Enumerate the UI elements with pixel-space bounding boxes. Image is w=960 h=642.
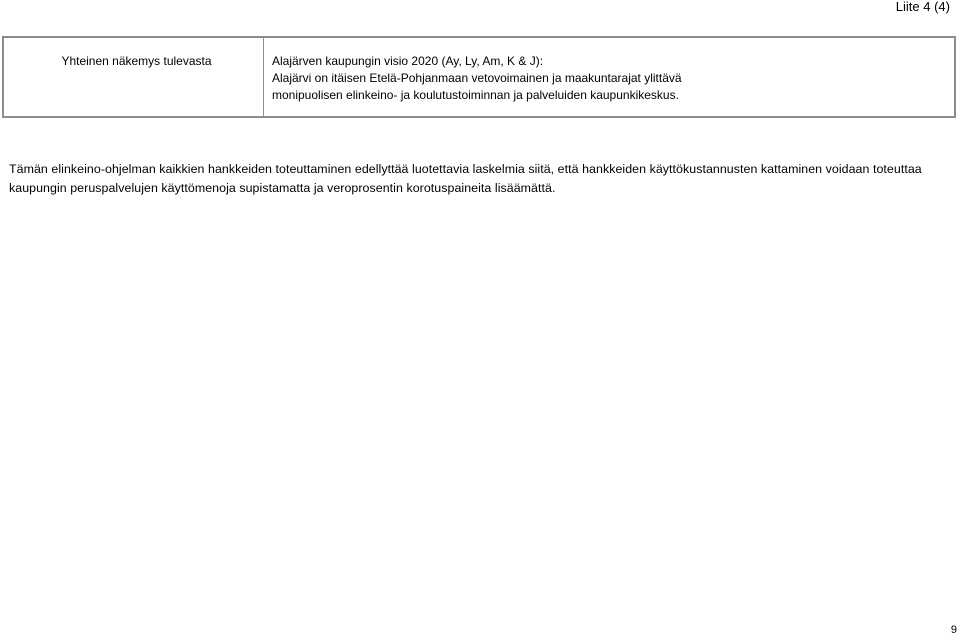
appendix-label: Liite 4 (4) xyxy=(895,0,950,14)
vision-statement-line-2: monipuolisen elinkeino- ja koulutustoiminnan ja palveluiden kaupunkikeskus. xyxy=(272,88,679,102)
vision-table xyxy=(2,36,956,118)
vision-statement-line-1: Alajärvi on itäisen Etelä-Pohjanmaan vetovoimainen ja maakuntarajat ylittävä xyxy=(272,71,682,85)
vision-table-left-cell xyxy=(4,38,264,116)
vision-heading: Yhteinen näkemys tulevasta xyxy=(61,54,212,68)
vision-table-right-cell xyxy=(264,38,954,116)
page-number: 9 xyxy=(950,624,957,636)
body-paragraph: Tämän elinkeino-ohjelman kaikkien hankkeiden toteuttaminen edellyttää luotettavia laskelmia siitä, että hankkeiden käyttökustannusten kattaminen voidaan toteuttaa kaupungin peruspalvelujen käyttömenoja supistamatta ja veroprosentin korotuspaineita lisäämättä. xyxy=(9,162,922,195)
vision-statement-title: Alajärven kaupungin visio 2020 (Ay, Ly, Am, K & J): xyxy=(272,54,544,68)
